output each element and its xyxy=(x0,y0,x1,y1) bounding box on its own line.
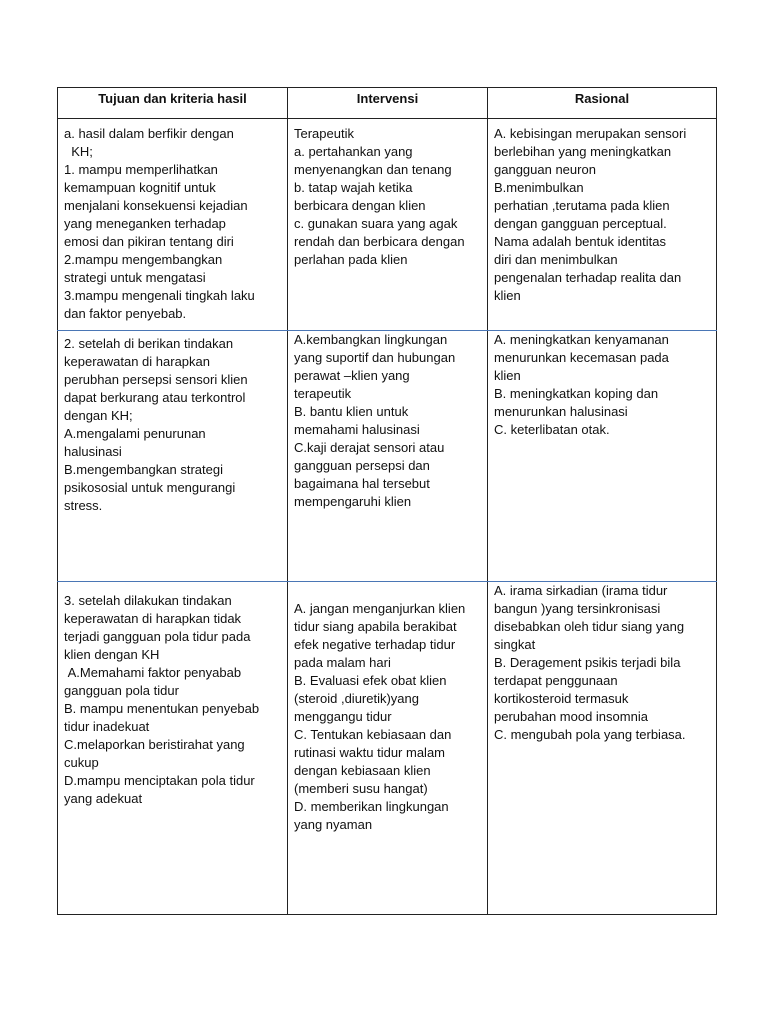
cell-text-line: A.kembangkan lingkungan xyxy=(294,332,448,347)
cell-text-line: A. jangan menganjurkan klien xyxy=(294,601,466,616)
cell-text-line: A.Memahami faktor penyabab xyxy=(64,665,242,680)
cell-text-line: Nama adalah bentuk identitas xyxy=(494,234,667,249)
care-plan-table xyxy=(57,87,717,915)
cell-text-line: tidur inadekuat xyxy=(64,719,150,734)
header-tujuan: Tujuan dan kriteria hasil xyxy=(58,88,288,119)
cell-text-line: bagaimana hal tersebut xyxy=(294,476,430,491)
cell-text-line: disebabkan oleh tidur siang yang xyxy=(494,619,685,634)
cell-text-line: c. gunakan suara yang agak xyxy=(294,216,458,231)
cell-text-line: rutinasi waktu tidur malam xyxy=(294,745,445,760)
cell-text-line: A. kebisingan merupakan sensori xyxy=(494,126,687,141)
cell-text-line: keperawatan di harapkan xyxy=(64,354,210,369)
header-rasional: Rasional xyxy=(488,88,717,119)
cell-text-line: A.mengalami penurunan xyxy=(64,426,206,441)
cell-text-line: menurunkan halusinasi xyxy=(494,404,628,419)
cell-text-line: mempengaruhi klien xyxy=(294,494,412,509)
cell-text-line: B. Evaluasi efek obat klien xyxy=(294,673,447,688)
cell-text-line: 3.mampu mengenali tingkah laku xyxy=(64,288,255,303)
cell-text-line: b. tatap wajah ketika xyxy=(294,180,413,195)
cell-text-line: dengan gangguan perceptual. xyxy=(494,216,667,231)
cell-text-line: C. keterlibatan otak. xyxy=(494,422,610,437)
cell-text-line: perubhan persepsi sensori klien xyxy=(64,372,248,387)
cell-text-line: 2. setelah di berikan tindakan xyxy=(64,336,234,351)
cell-text-line: 2.mampu mengembangkan xyxy=(64,252,223,267)
cell-text-line: klien xyxy=(494,368,521,383)
cell-text-line: bangun )yang tersinkronisasi xyxy=(494,601,661,616)
cell-text-line: diri dan menimbulkan xyxy=(494,252,618,267)
cell-rasional xyxy=(488,119,717,331)
cell-tujuan xyxy=(58,119,288,331)
cell-text-line: rendah dan berbicara dengan xyxy=(294,234,465,249)
cell-text-line: B. mampu menentukan penyebab xyxy=(64,701,260,716)
cell-text-line: B. Deragement psikis terjadi bila xyxy=(494,655,681,670)
cell-text-line: terdapat penggunaan xyxy=(494,673,618,688)
cell-text-line: C.melaporkan beristirahat yang xyxy=(64,737,245,752)
cell-text-line: perlahan pada klien xyxy=(294,252,408,267)
cell-rasional xyxy=(488,582,717,915)
cell-text-line: pada malam hari xyxy=(294,655,391,670)
cell-text-line: yang nyaman xyxy=(294,817,373,832)
cell-text-line: dan faktor penyebab. xyxy=(64,306,187,321)
cell-text-line: 1. mampu memperlihatkan xyxy=(64,162,218,177)
cell-text-line: tidur siang apabila berakibat xyxy=(294,619,457,634)
cell-text-line: Terapeutik xyxy=(294,126,354,141)
cell-text-line: kortikosteroid termasuk xyxy=(494,691,629,706)
cell-text-line: psikososial untuk mengurangi xyxy=(64,480,236,495)
cell-text-line: C. mengubah pola yang terbiasa. xyxy=(494,727,686,742)
cell-text-line: efek negative terhadap tidur xyxy=(294,637,456,652)
table-row xyxy=(58,119,717,331)
cell-text-line: C. Tentukan kebiasaan dan xyxy=(294,727,452,742)
table-row xyxy=(58,582,717,915)
cell-text-line: B.menimbulkan xyxy=(494,180,584,195)
cell-text-line: D.mampu menciptakan pola tidur xyxy=(64,773,255,788)
cell-text-line: dengan kebiasaan klien xyxy=(294,763,431,778)
cell-text-line: terapeutik xyxy=(294,386,352,401)
cell-text-line: (memberi susu hangat) xyxy=(294,781,428,796)
cell-text-line: gangguan neuron xyxy=(494,162,596,177)
cell-rasional xyxy=(488,331,717,582)
cell-text-line: emosi dan pikiran tentang diri xyxy=(64,234,234,249)
cell-text-line: stress. xyxy=(64,498,103,513)
cell-text-line: D. memberikan lingkungan xyxy=(294,799,449,814)
cell-text-line: strategi untuk mengatasi xyxy=(64,270,206,285)
cell-intervensi xyxy=(288,582,488,915)
cell-text-line: keperawatan di harapkan tidak xyxy=(64,611,242,626)
cell-text-line: pengenalan terhadap realita dan xyxy=(494,270,682,285)
cell-text-line: (steroid ,diuretik)yang xyxy=(294,691,419,706)
cell-text-line: A. irama sirkadian (irama tidur xyxy=(494,583,668,598)
cell-text-line: gangguan pola tidur xyxy=(64,683,179,698)
cell-intervensi xyxy=(288,119,488,331)
cell-text-line: yang suportif dan hubungan xyxy=(294,350,456,365)
cell-text-line: perhatian ,terutama pada klien xyxy=(494,198,670,213)
cell-text-line: menyenangkan dan tenang xyxy=(294,162,452,177)
cell-intervensi xyxy=(288,331,488,582)
cell-text-line: gangguan persepsi dan xyxy=(294,458,430,473)
cell-text-line: yang meneganken terhadap xyxy=(64,216,226,231)
cell-text-line: C.kaji derajat sensori atau xyxy=(294,440,445,455)
cell-text-line: memahami halusinasi xyxy=(294,422,420,437)
cell-text-line: terjadi gangguan pola tidur pada xyxy=(64,629,251,644)
cell-text-line: klien xyxy=(494,288,521,303)
header-intervensi: Intervensi xyxy=(288,88,488,119)
cell-text-line: a. pertahankan yang xyxy=(294,144,413,159)
table-header-row xyxy=(58,88,717,119)
cell-text-line: B.mengembangkan strategi xyxy=(64,462,223,477)
cell-text-line: KH; xyxy=(64,144,93,159)
cell-text-line: menurunkan kecemasan pada xyxy=(494,350,669,365)
cell-text-line: B. bantu klien untuk xyxy=(294,404,409,419)
cell-text-line: B. meningkatkan koping dan xyxy=(494,386,659,401)
cell-tujuan xyxy=(58,331,288,582)
cell-text-line: halusinasi xyxy=(64,444,122,459)
cell-text-line: berlebihan yang meningkatkan xyxy=(494,144,672,159)
cell-tujuan xyxy=(58,582,288,915)
cell-text-line: dapat berkurang atau terkontrol xyxy=(64,390,246,405)
cell-text-line: berbicara dengan klien xyxy=(294,198,426,213)
cell-text-line: A. meningkatkan kenyamanan xyxy=(494,332,669,347)
cell-text-line: 3. setelah dilakukan tindakan xyxy=(64,593,232,608)
cell-text-line: yang adekuat xyxy=(64,791,143,806)
cell-text-line: perawat –klien yang xyxy=(294,368,410,383)
cell-text-line: singkat xyxy=(494,637,536,652)
cell-text-line: klien dengan KH xyxy=(64,647,160,662)
cell-text-line: perubahan mood insomnia xyxy=(494,709,648,724)
cell-text-line: kemampuan kognitif untuk xyxy=(64,180,216,195)
table-row xyxy=(58,331,717,582)
cell-text-line: a. hasil dalam berfikir dengan xyxy=(64,126,234,141)
cell-text-line: cukup xyxy=(64,755,99,770)
cell-text-line: menjalani konsekuensi kejadian xyxy=(64,198,248,213)
cell-text-line: menggangu tidur xyxy=(294,709,392,724)
cell-text-line: dengan KH; xyxy=(64,408,133,423)
